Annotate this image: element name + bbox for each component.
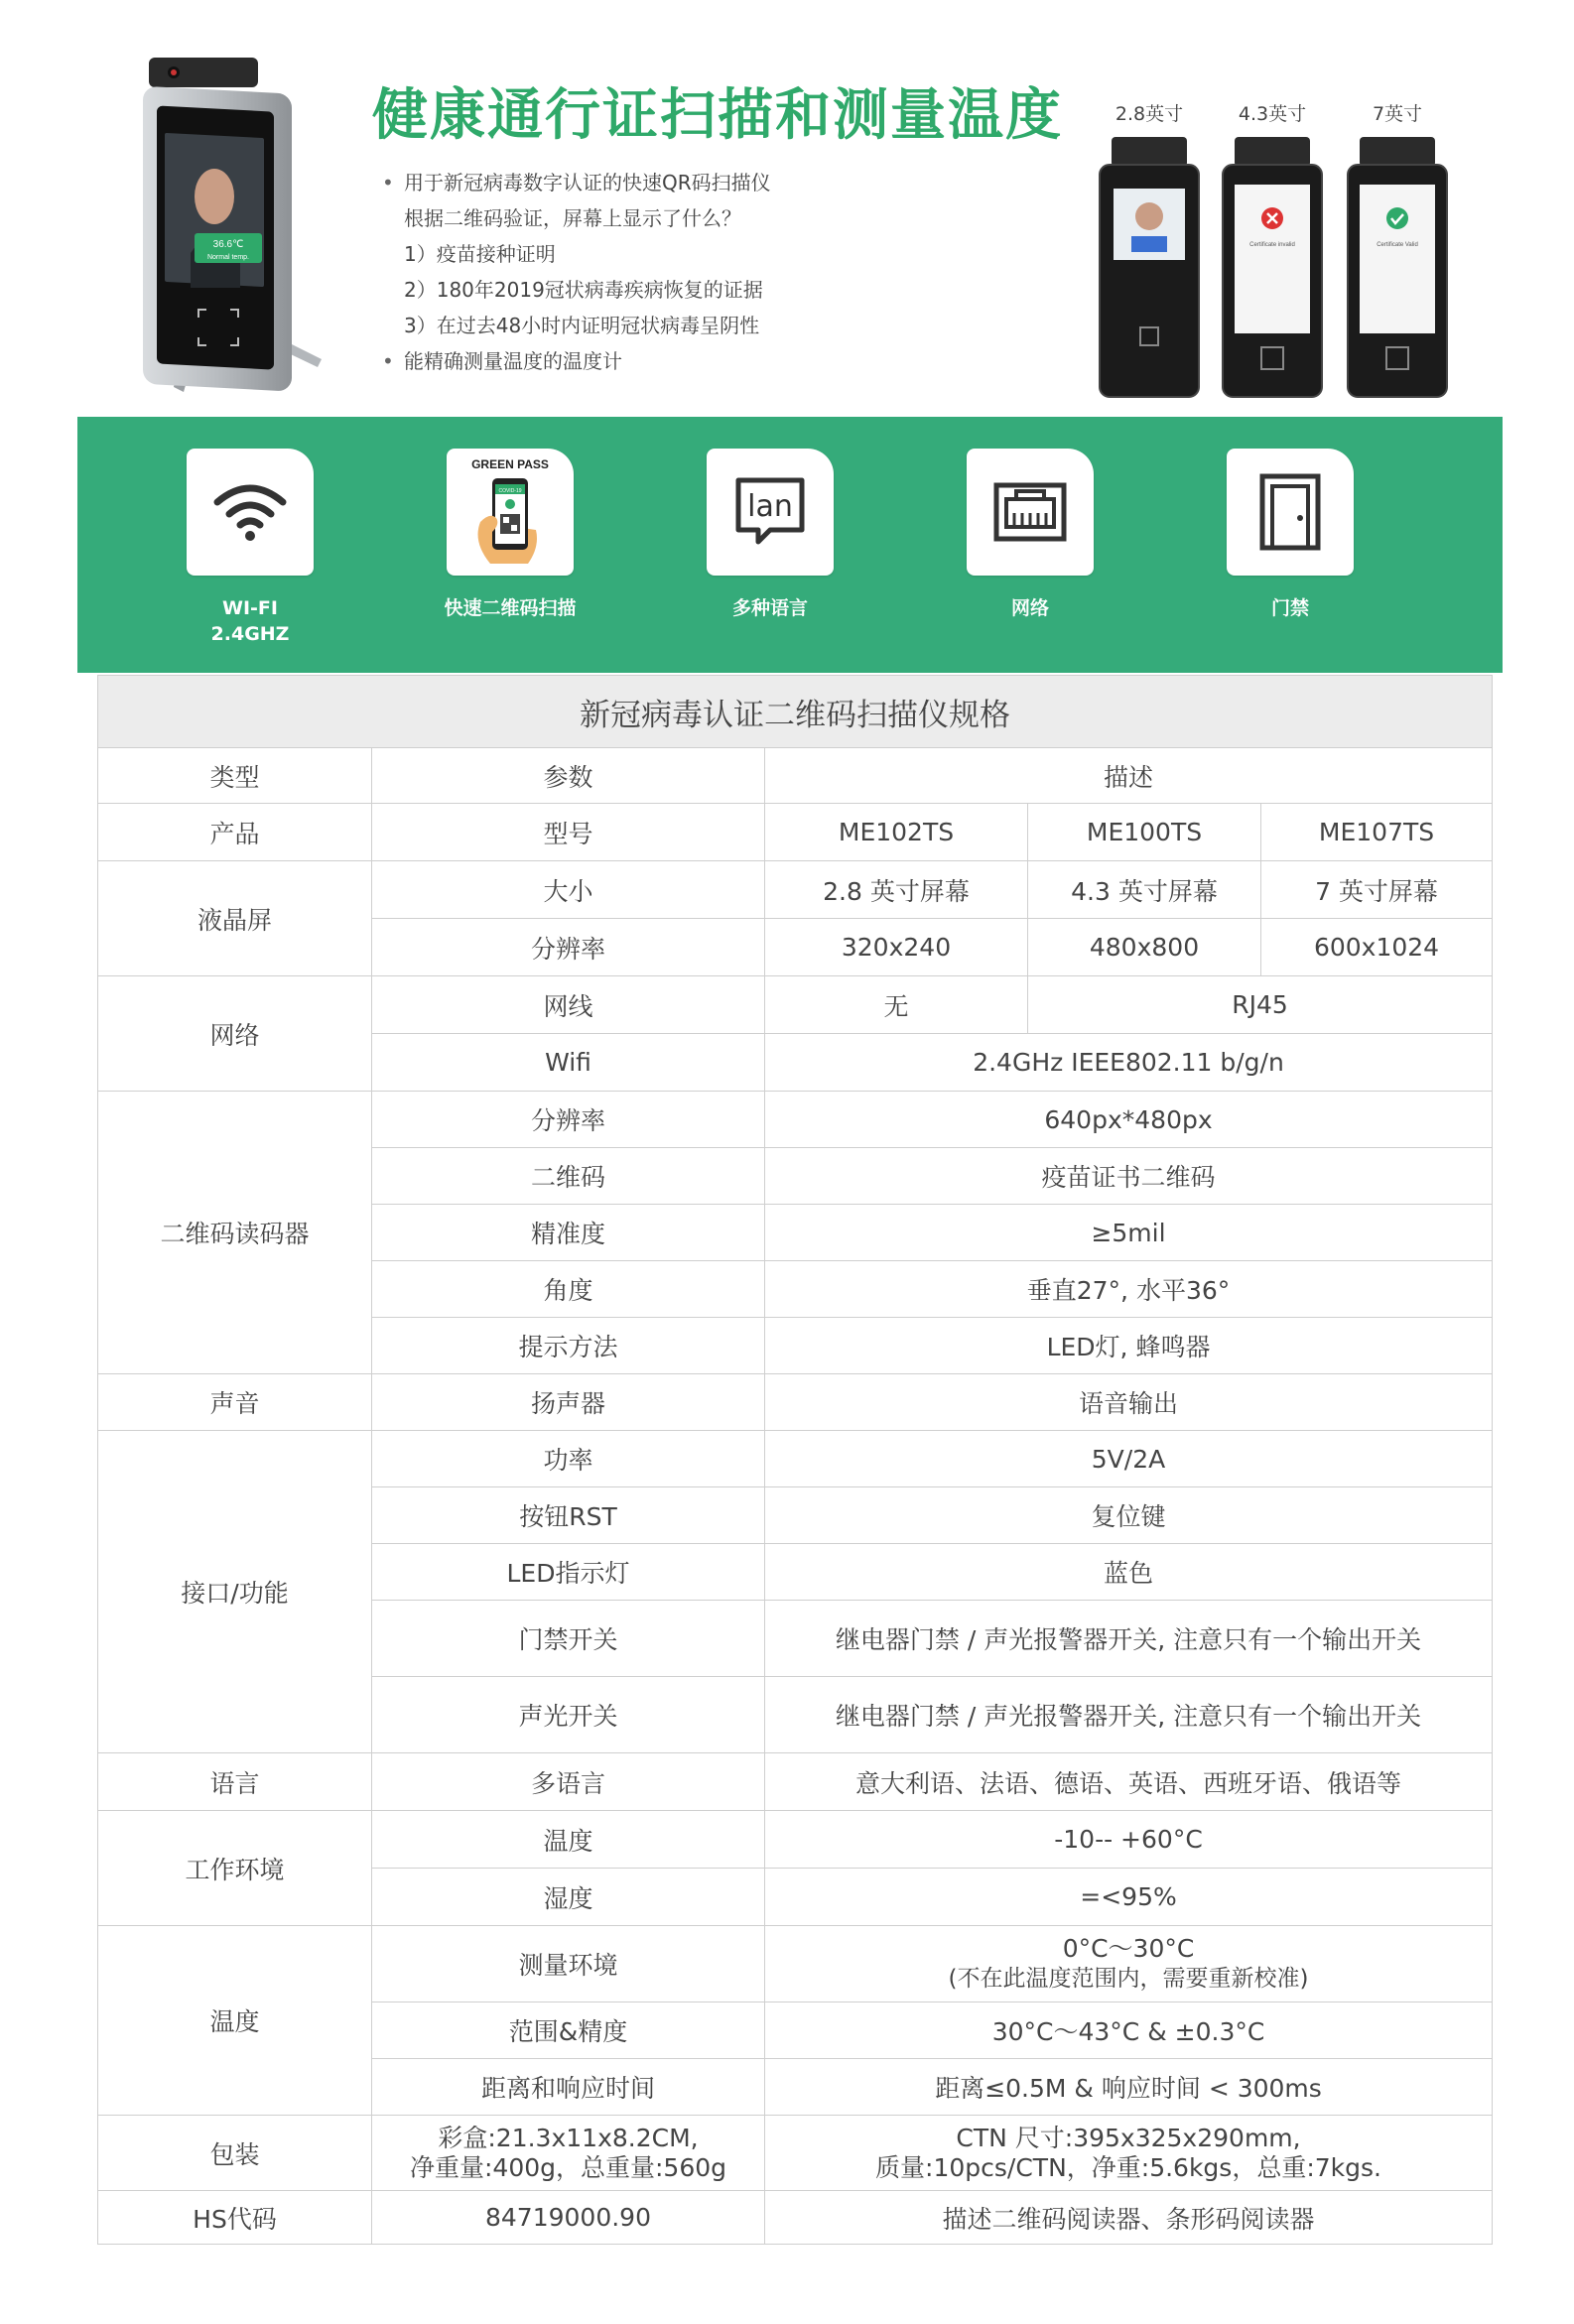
feature-band [77, 417, 1503, 673]
value-cell: 距离≤0.5M & 响应时间 < 300ms [765, 2059, 1493, 2116]
param-cell: 多语言 [372, 1753, 765, 1811]
value-cell: 5V/2A [765, 1431, 1493, 1487]
category-cell: 网络 [98, 976, 372, 1092]
model-4-3-inch [1213, 99, 1332, 407]
table-row [98, 1092, 1493, 1148]
invalid-screen-text: Certificate invalid [1249, 242, 1295, 248]
param-cell: 网线 [372, 976, 765, 1034]
device-2-8-image [1094, 129, 1205, 407]
feature-access-control [1201, 449, 1379, 621]
category-cell: 产品 [98, 804, 372, 861]
green-pass-tile [447, 449, 574, 576]
value-line: 彩盒:21.3x11x8.2CM, [438, 2123, 699, 2152]
green-pass-label: GREEN PASS [471, 457, 549, 471]
hero-temp-readout: 36.6℃ [212, 239, 244, 250]
param-cell: 分辨率 [372, 1092, 765, 1148]
value-cell: ≥5mil [765, 1205, 1493, 1261]
feature-item: 2）180年2019冠状病毒疾病恢复的证据 [404, 278, 763, 302]
value-cell: 疫苗证书二维码 [765, 1148, 1493, 1205]
value-line: 0°C～30°C [1062, 1934, 1195, 1963]
value-cell: 320x240 [765, 919, 1028, 976]
model-size-label: 7英寸 [1372, 103, 1423, 125]
value-cell: 600x1024 [1261, 919, 1493, 976]
table-row [98, 804, 1493, 861]
value-cell: 2.4GHz IEEE802.11 b/g/n [765, 1034, 1493, 1092]
param-cell: 声光开关 [372, 1677, 765, 1753]
param-cell: 扬声器 [372, 1374, 765, 1431]
header-param: 参数 [372, 748, 765, 804]
param-cell: 分辨率 [372, 919, 765, 976]
value-cell: 继电器门禁 / 声光报警器开关, 注意只有一个输出开关 [765, 1601, 1493, 1677]
param-cell: 二维码 [372, 1148, 765, 1205]
door-icon [1258, 472, 1322, 552]
feature-wifi [161, 449, 339, 647]
header-type: 类型 [98, 748, 372, 804]
value-line: CTN 尺寸:395x325x290mm, [956, 2123, 1301, 2152]
value-cell: 描述二维码阅读器、条形码阅读器 [765, 2191, 1493, 2245]
value-cell [765, 2116, 1493, 2191]
table-row [98, 2191, 1493, 2245]
value-cell: 继电器门禁 / 声光报警器开关, 注意只有一个输出开关 [765, 1677, 1493, 1753]
value-line: 质量:10pcs/CTN，净重:5.6kgs，总重:7kgs. [875, 2152, 1381, 2182]
table-row [98, 1811, 1493, 1869]
param-cell: 测量环境 [372, 1926, 765, 2002]
door-tile [1227, 449, 1354, 576]
page-title: 健康通行证扫描和测量温度 [372, 83, 1063, 148]
table-row [98, 1753, 1493, 1811]
feature-label: WI-FI 2.4GHZ [210, 597, 290, 645]
feature-label: 快速二维码扫描 [444, 597, 577, 619]
table-title-row [98, 676, 1493, 748]
value-cell: LED灯, 蜂鸣器 [765, 1318, 1493, 1374]
feature-item: 1）疫苗接种证明 [404, 242, 556, 266]
value-cell: =<95% [765, 1869, 1493, 1926]
category-cell: 液晶屏 [98, 861, 372, 976]
param-cell: 功率 [372, 1431, 765, 1487]
feature-list [382, 165, 771, 379]
param-cell [372, 2116, 765, 2191]
model-2-8-inch [1090, 99, 1209, 407]
feature-network [941, 449, 1119, 621]
param-cell: 提示方法 [372, 1318, 765, 1374]
value-cell: 无 [765, 976, 1028, 1034]
param-cell: 84719000.90 [372, 2191, 765, 2245]
table-title: 新冠病毒认证二维码扫描仪规格 [98, 676, 1493, 748]
value-cell: 复位键 [765, 1487, 1493, 1544]
value-cell: 640px*480px [765, 1092, 1493, 1148]
value-cell: 4.3 英寸屏幕 [1028, 861, 1261, 919]
table-row [98, 2116, 1493, 2191]
lan-icon-text: lan [747, 489, 793, 524]
category-cell: 二维码读码器 [98, 1092, 372, 1374]
param-cell: 距离和响应时间 [372, 2059, 765, 2116]
category-cell: 接口/功能 [98, 1431, 372, 1753]
value-cell: ME100TS [1028, 804, 1261, 861]
header-desc: 描述 [765, 748, 1493, 804]
param-cell: 型号 [372, 804, 765, 861]
value-cell: 480x800 [1028, 919, 1261, 976]
feature-item: • 能精确测量温度的温度计 [382, 343, 771, 379]
param-cell: 温度 [372, 1811, 765, 1869]
value-cell: 7 英寸屏幕 [1261, 861, 1493, 919]
lan-tile [707, 449, 834, 576]
lan-icon [730, 472, 810, 552]
network-tile [967, 449, 1094, 576]
wifi-tile [187, 449, 314, 576]
table-row [98, 1374, 1493, 1431]
value-cell: ME102TS [765, 804, 1028, 861]
device-4-3-image [1217, 129, 1328, 407]
value-cell: 蓝色 [765, 1544, 1493, 1601]
category-cell: 语言 [98, 1753, 372, 1811]
wifi-icon [211, 480, 289, 544]
value-cell: 30°C～43°C & ±0.3°C [765, 2002, 1493, 2059]
feature-item: 3）在过去48小时内证明冠状病毒呈阴性 [404, 314, 760, 337]
param-cell: 范围&精度 [372, 2002, 765, 2059]
category-cell: HS代码 [98, 2191, 372, 2245]
device-7-image [1342, 129, 1453, 407]
table-row [98, 976, 1493, 1034]
category-cell: 温度 [98, 1926, 372, 2116]
feature-item: 根据二维码验证，屏幕上显示了什么？ [404, 206, 741, 230]
feature-label: 门禁 [1270, 597, 1309, 619]
model-7-inch [1338, 99, 1457, 407]
value-cell: ME107TS [1261, 804, 1493, 861]
hero-status-readout: Normal temp. [206, 254, 250, 261]
value-cell: 2.8 英寸屏幕 [765, 861, 1028, 919]
value-line: (不在此温度范围内，需要重新校准) [948, 1966, 1309, 1992]
param-cell: 大小 [372, 861, 765, 919]
category-cell: 声音 [98, 1374, 372, 1431]
category-cell: 工作环境 [98, 1811, 372, 1926]
value-cell: RJ45 [1028, 976, 1493, 1034]
param-cell: 湿度 [372, 1869, 765, 1926]
hero-device-image [129, 50, 377, 402]
param-cell: 角度 [372, 1261, 765, 1318]
table-row [98, 1431, 1493, 1487]
value-line: 净重量:400g，总重量:560g [409, 2152, 727, 2182]
covid-label: COVID-19 [498, 488, 522, 494]
value-cell [765, 1926, 1493, 2002]
param-cell: LED指示灯 [372, 1544, 765, 1601]
valid-screen-text: Certificate Valid [1377, 242, 1418, 248]
feature-qr-scan [421, 449, 599, 621]
param-cell: Wifi [372, 1034, 765, 1092]
feature-item: • 用于新冠病毒数字认证的快速QR码扫描仪 [382, 165, 771, 200]
value-cell: 垂直27°, 水平36° [765, 1261, 1493, 1318]
param-cell: 精准度 [372, 1205, 765, 1261]
value-cell: 意大利语、法语、德语、英语、西班牙语、俄语等 [765, 1753, 1493, 1811]
param-cell: 门禁开关 [372, 1601, 765, 1677]
model-size-label: 4.3英寸 [1238, 103, 1307, 125]
table-row [98, 1926, 1493, 2002]
spec-table [97, 675, 1493, 2245]
param-cell: 按钮RST [372, 1487, 765, 1544]
category-cell: 包装 [98, 2116, 372, 2191]
value-cell: -10-- +60°C [765, 1811, 1493, 1869]
table-row [98, 861, 1493, 919]
feature-languages [681, 449, 859, 621]
green-pass-icon [451, 452, 570, 572]
table-header-row [98, 748, 1493, 804]
model-size-label: 2.8英寸 [1115, 103, 1184, 125]
feature-label: 多种语言 [731, 597, 808, 619]
feature-label: 网络 [1010, 597, 1049, 619]
network-port-icon [992, 477, 1068, 547]
value-cell: 语音输出 [765, 1374, 1493, 1431]
